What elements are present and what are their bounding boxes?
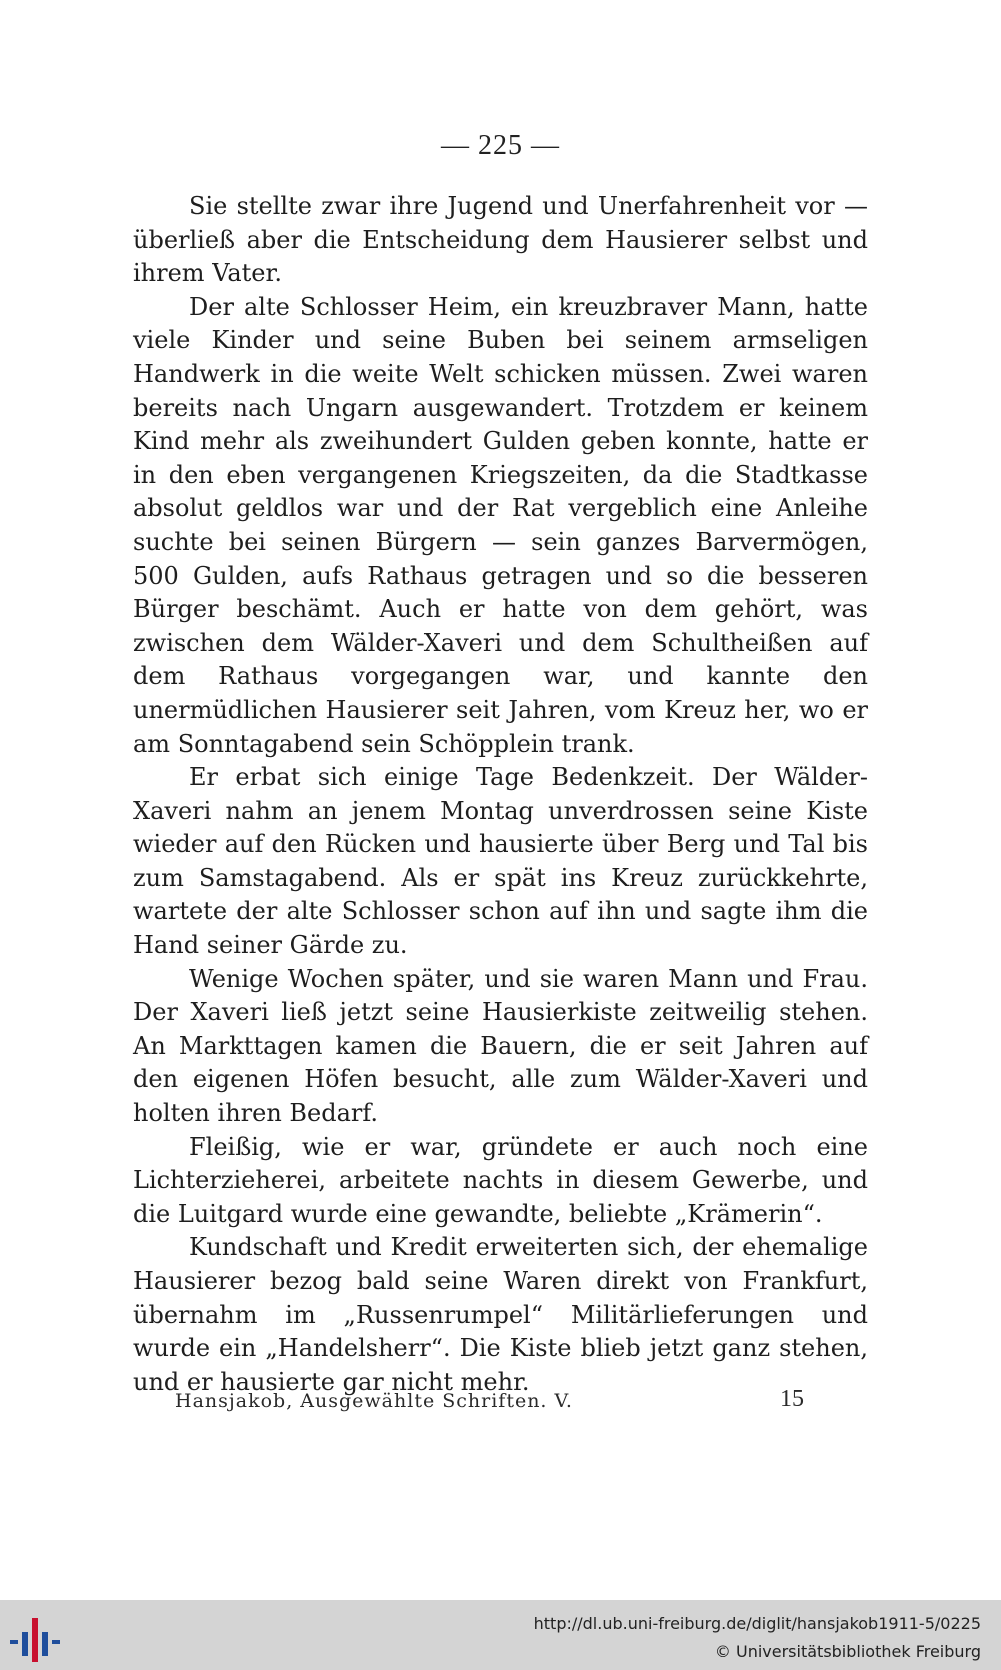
copyright-notice: © Universitätsbibliothek Freiburg xyxy=(714,1642,981,1661)
paragraph: Sie stellte zwar ihre Jugend und Unerfahrenheit vor — überließ aber die Entscheidung dem Hausierer selbst und ihrem Vater. xyxy=(133,192,868,288)
paragraph: Er erbat sich einige Tage Bedenkzeit. Der Wälder-Xaveri nahm an jenem Montag unverdrossen seine Kiste wieder auf den Rücken und hausierte über Berg und Tal bis zum Samstagabend. Als er spät ins Kreuz zurückkehrte, wartete der alte Schlosser schon auf ihn und sagte ihm die Hand seiner Gärde zu. xyxy=(133,763,868,960)
viewer-footer-bar xyxy=(0,1600,1001,1670)
permalink-url[interactable]: http://dl.ub.uni-freiburg.de/diglit/hansjakob1911-5/0225 xyxy=(533,1614,981,1633)
book-reference-footer: Hansjakob, Ausgewählte Schriften. V. xyxy=(175,1390,573,1412)
page-number-header: — 225 — xyxy=(441,130,560,161)
signature-mark: 15 xyxy=(780,1386,804,1412)
paragraph: Kundschaft und Kredit erweiterten sich, der ehemalige Hausierer bezog bald seine Waren direkt von Frankfurt, übernahm im „Russenrumpel“ Militärlieferungen und wurde ein „Handelsherr“. Die Kiste blieb jetzt ganz stehen, und er hausierte gar nicht mehr. xyxy=(133,1233,868,1396)
body-text xyxy=(133,190,868,1399)
paragraph: Der alte Schlosser Heim, ein kreuzbraver Mann, hatte viele Kinder und seine Buben bei seinem armseligen Handwerk in die weite Welt schicken müssen. Zwei waren bereits nach Ungarn ausgewandert. Trotzdem er keinem Kind mehr als zweihundert Gulden geben konnte, hatte er in den eben vergangenen Kriegszeiten, da die Stadtkasse absolut geldlos war und der Rat vergeblich eine Anleihe suchte bei seinen Bürgern — sein ganzes Barvermögen, 500 Gulden, aufs Rathaus getragen und so die besseren Bürger beschämt. Auch er hatte von dem gehört, was zwischen dem Wälder-Xaveri und dem Schultheißen auf dem Rathaus vorgegangen war, und kannte den unermüdlichen Hausierer seit Jahren, vom Kreuz her, wo er am Sonntagabend sein Schöpplein trank. xyxy=(133,292,868,758)
ub-freiburg-logo-icon[interactable] xyxy=(10,1610,64,1664)
paragraph: Wenige Wochen später, und sie waren Mann und Frau. Der Xaveri ließ jetzt seine Hausierkiste zeitweilig stehen. An Markttagen kamen die Bauern, die er seit Jahren auf den eigenen Höfen besucht, alle zum Wälder-Xaveri und holten ihren Bedarf. xyxy=(133,964,868,1128)
paragraph: Fleißig, wie er war, gründete er auch noch eine Lichterzieherei, arbeitete nachts in diesem Gewerbe, und die Luitgard wurde eine gewandte, beliebte „Krämerin“. xyxy=(133,1132,868,1228)
